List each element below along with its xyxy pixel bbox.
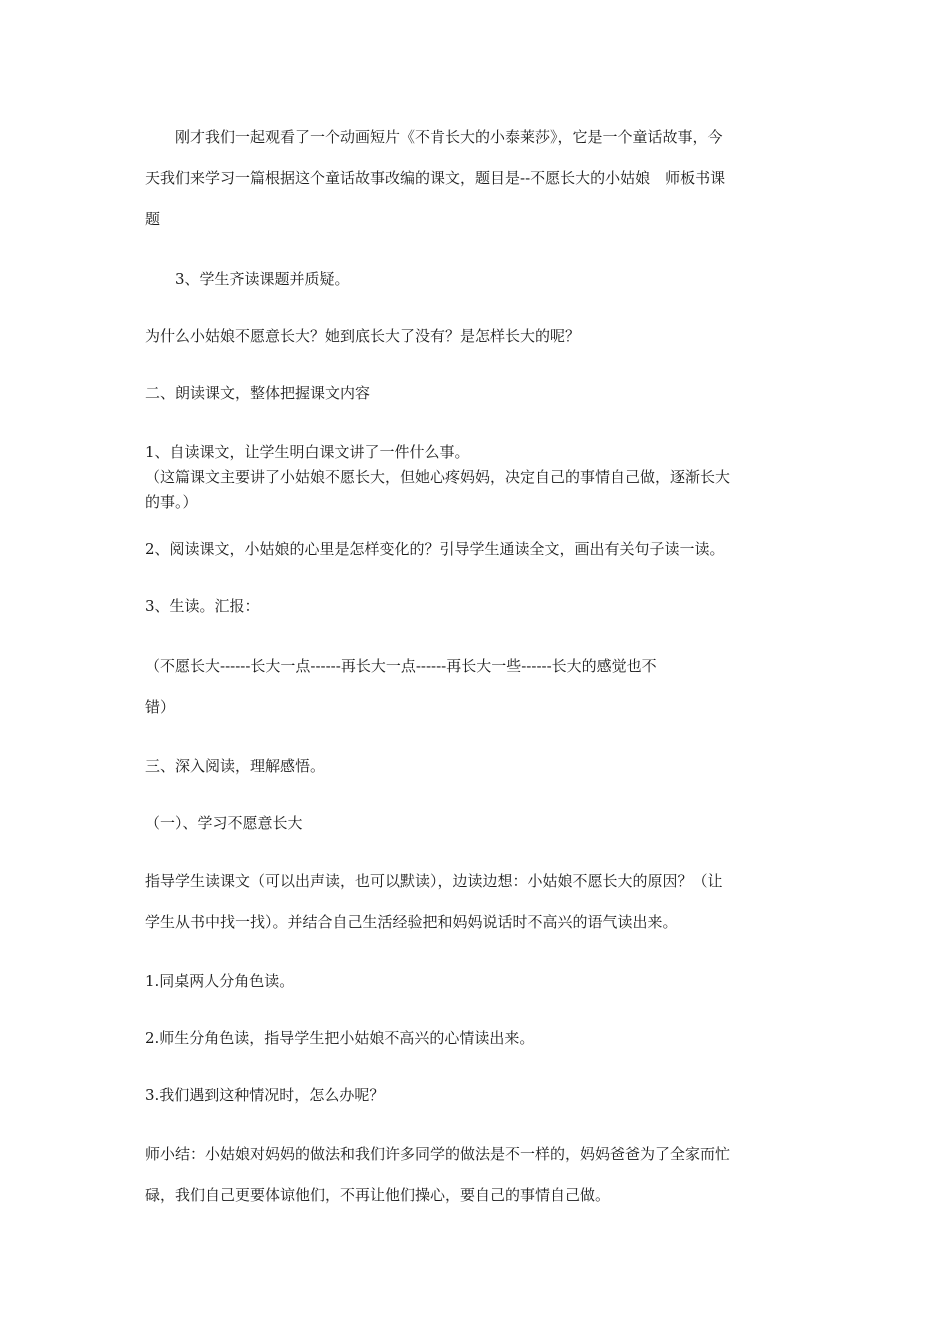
text-line: 3.我们遇到这种情况时，怎么办呢？ <box>145 1086 385 1104</box>
paragraph-step3-report <box>145 586 810 627</box>
text-line: （一）、学习不愿意长大 <box>145 814 303 832</box>
paragraph-growth-sequence <box>145 646 810 728</box>
text-line: 的事。） <box>145 493 198 511</box>
paragraph-step2-read <box>145 529 810 570</box>
paragraph-step1-self-read <box>145 440 810 515</box>
text-line: 2.师生分角色读，指导学生把小姑娘不高兴的心情读出来。 <box>145 1029 535 1047</box>
text-line: 刚才我们一起观看了一个动画短片《不肯长大的小泰莱莎》，它是一个童话故事，今 <box>175 128 723 146</box>
list-item-2 <box>145 1018 810 1059</box>
subsection-heading-1 <box>145 803 810 844</box>
text-line: 3、学生齐读课题并质疑。 <box>175 270 350 288</box>
paragraph-intro <box>145 117 810 240</box>
document-page <box>145 0 810 1344</box>
text-line: 2、阅读课文，小姑娘的心里是怎样变化的？引导学生通读全文，画出有关句子读一读。 <box>145 540 725 558</box>
section-heading-2 <box>145 373 810 414</box>
text-line: 1.同桌两人分角色读。 <box>145 972 295 990</box>
paragraph-teacher-summary <box>145 1134 810 1216</box>
section-heading-3 <box>145 746 810 787</box>
text-line: 碌，我们自己更要体谅他们，不再让他们操心，要自己的事情自己做。 <box>145 1186 611 1204</box>
text-line: 1、自读课文，让学生明白课文讲了一件什么事。 <box>145 443 470 461</box>
text-line: （这篇课文主要讲了小姑娘不愿长大，但她心疼妈妈，决定自己的事情自己做，逐渐长大 <box>145 468 731 486</box>
list-item-3 <box>145 1075 810 1116</box>
text-line: 学生从书中找一找）。并结合自己生活经验把和妈妈说话时不高兴的语气读出来。 <box>145 913 678 931</box>
text-line: 3、生读。汇报： <box>145 597 260 615</box>
text-line: 二、朗读课文，整体把握课文内容 <box>145 384 371 402</box>
text-line: 师小结：小姑娘对妈妈的做法和我们许多同学的做法是不一样的，妈妈爸爸为了全家而忙 <box>145 1145 731 1163</box>
paragraph-step3-read-title <box>145 259 810 300</box>
text-line: 天我们来学习一篇根据这个童话故事改编的课文，题目是--不愿长大的小姑娘 师板书课 <box>145 169 726 187</box>
list-item-1 <box>145 961 810 1002</box>
text-line: 指导学生读课文（可以出声读，也可以默读），边读边想：小姑娘不愿长大的原因？（让 <box>145 872 723 890</box>
paragraph-questions <box>145 316 810 357</box>
text-line: 三、深入阅读，理解感悟。 <box>145 757 326 775</box>
text-line: 为什么小姑娘不愿意长大？她到底长大了没有？是怎样长大的呢？ <box>145 327 581 345</box>
text-line: 题 <box>145 210 161 228</box>
text-line: 错） <box>145 698 176 716</box>
paragraph-guide-reading <box>145 861 810 943</box>
text-line: （不愿长大------长大一点------再长大一点------再长大一些------长大的感觉也不 <box>145 657 657 675</box>
